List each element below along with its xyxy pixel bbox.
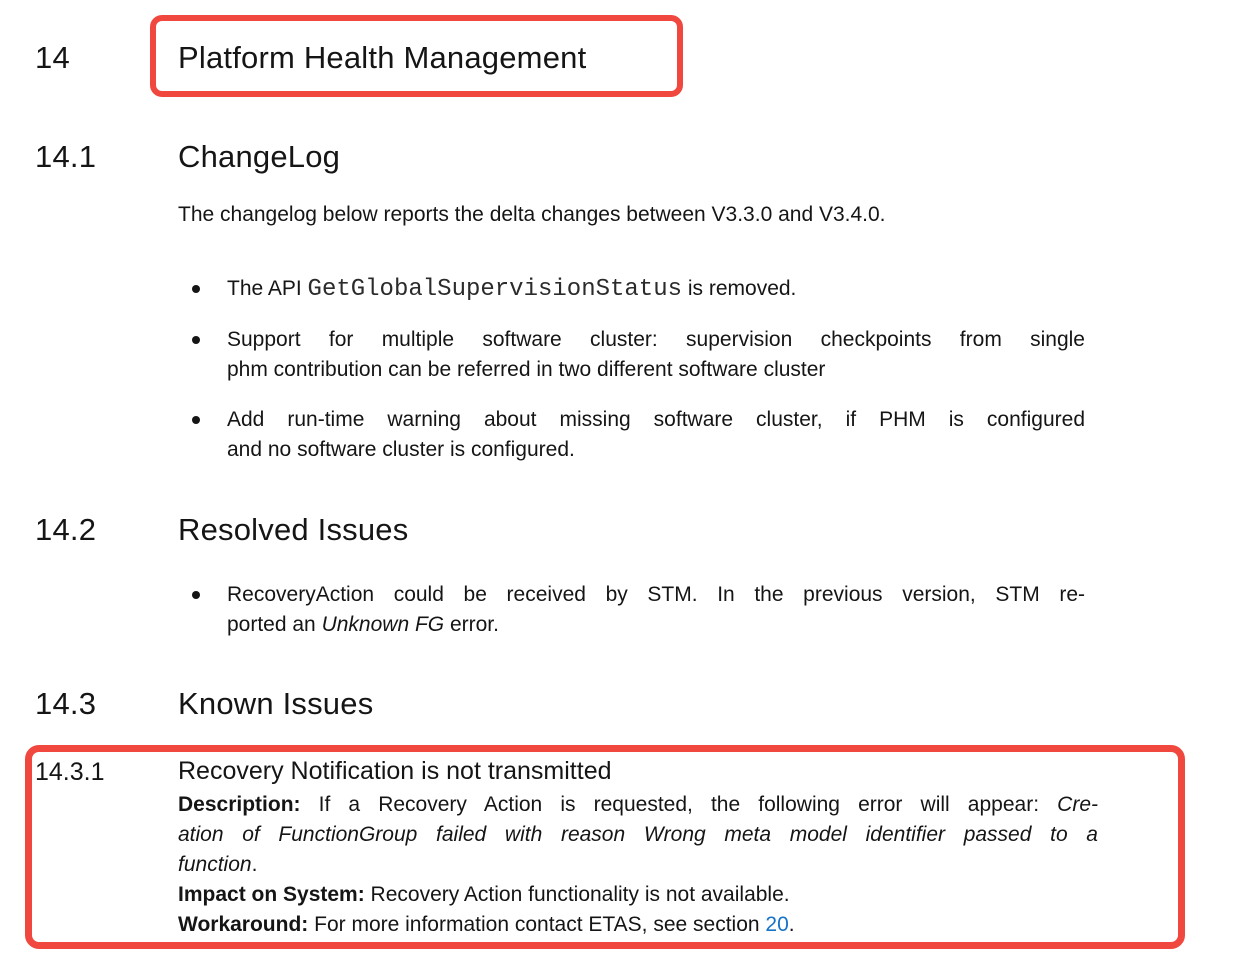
bullet-line-suffix: error. [444, 613, 499, 636]
chapter-title: Platform Health Management [178, 40, 587, 75]
description-line [178, 790, 1098, 820]
section-14-3-number: 14.3 [35, 686, 97, 721]
api-name-code: GetGlobalSupervisionStatus [307, 276, 683, 303]
bullet-line: phm contribution can be referred in two different software cluster [227, 358, 826, 381]
bullet-icon [192, 285, 200, 293]
workaround-period: . [788, 913, 795, 936]
bullet-line [227, 610, 1085, 640]
impact-label: Impact on System: [178, 883, 365, 906]
section-20-link[interactable]: 20 [765, 913, 789, 936]
section-14-3-title: Known Issues [178, 686, 374, 721]
section-14-1-number: 14.1 [35, 139, 97, 174]
bullet-icon [192, 416, 200, 424]
impact-line [178, 880, 1098, 910]
bullet-icon [192, 336, 200, 344]
bullet-icon [192, 591, 200, 599]
bullet-api-removed [192, 274, 1085, 305]
bullet-multiple-software-cluster [192, 325, 1085, 385]
section-14-2-title: Resolved Issues [178, 512, 409, 547]
bullet-line: RecoveryAction could be received by STM. In the previous version, STM re- [227, 583, 1085, 606]
workaround-line [178, 910, 1098, 940]
section-14-2-number: 14.2 [35, 512, 97, 547]
chapter-number: 14 [35, 40, 70, 75]
bullet-line-text: ported an [227, 613, 322, 636]
bullet-line: Add run-time warning about missing software cluster, if PHM is configured [227, 408, 1085, 431]
description-label: Description: [178, 793, 301, 816]
bullet-line: and no software cluster is configured. [227, 438, 575, 461]
section-14-3-1-number: 14.3.1 [35, 758, 105, 786]
error-message-emphasis: function [178, 853, 252, 876]
section-14-3-1-title: Recovery Notification is not transmitted [178, 757, 612, 785]
description-line [178, 850, 1098, 880]
bullet-recovery-action [192, 580, 1085, 640]
error-message-emphasis: Cre- [1057, 793, 1098, 816]
impact-text: Recovery Action functionality is not available. [364, 883, 790, 906]
bullet-api-removed-suffix: is removed. [682, 277, 797, 300]
changelog-intro: The changelog below reports the delta changes between V3.3.0 and V3.4.0. [178, 203, 886, 226]
bullet-api-removed-text: The API [227, 277, 308, 300]
bullet-runtime-warning [192, 405, 1085, 465]
workaround-text: For more information contact ETAS, see section [308, 913, 766, 936]
unknown-fg-emphasis: Unknown FG [321, 613, 445, 636]
description-text: If a Recovery Action is requested, the following error will appear: [300, 793, 1058, 816]
workaround-label: Workaround: [178, 913, 309, 936]
section-14-1-title: ChangeLog [178, 139, 341, 174]
known-issue-details [178, 790, 1098, 940]
description-period: . [251, 853, 258, 876]
description-line [178, 820, 1098, 850]
error-message-emphasis: ation of FunctionGroup failed with reason Wrong meta model identifier passed to a [178, 823, 1098, 846]
bullet-line: Support for multiple software cluster: supervision checkpoints from single [227, 328, 1085, 351]
